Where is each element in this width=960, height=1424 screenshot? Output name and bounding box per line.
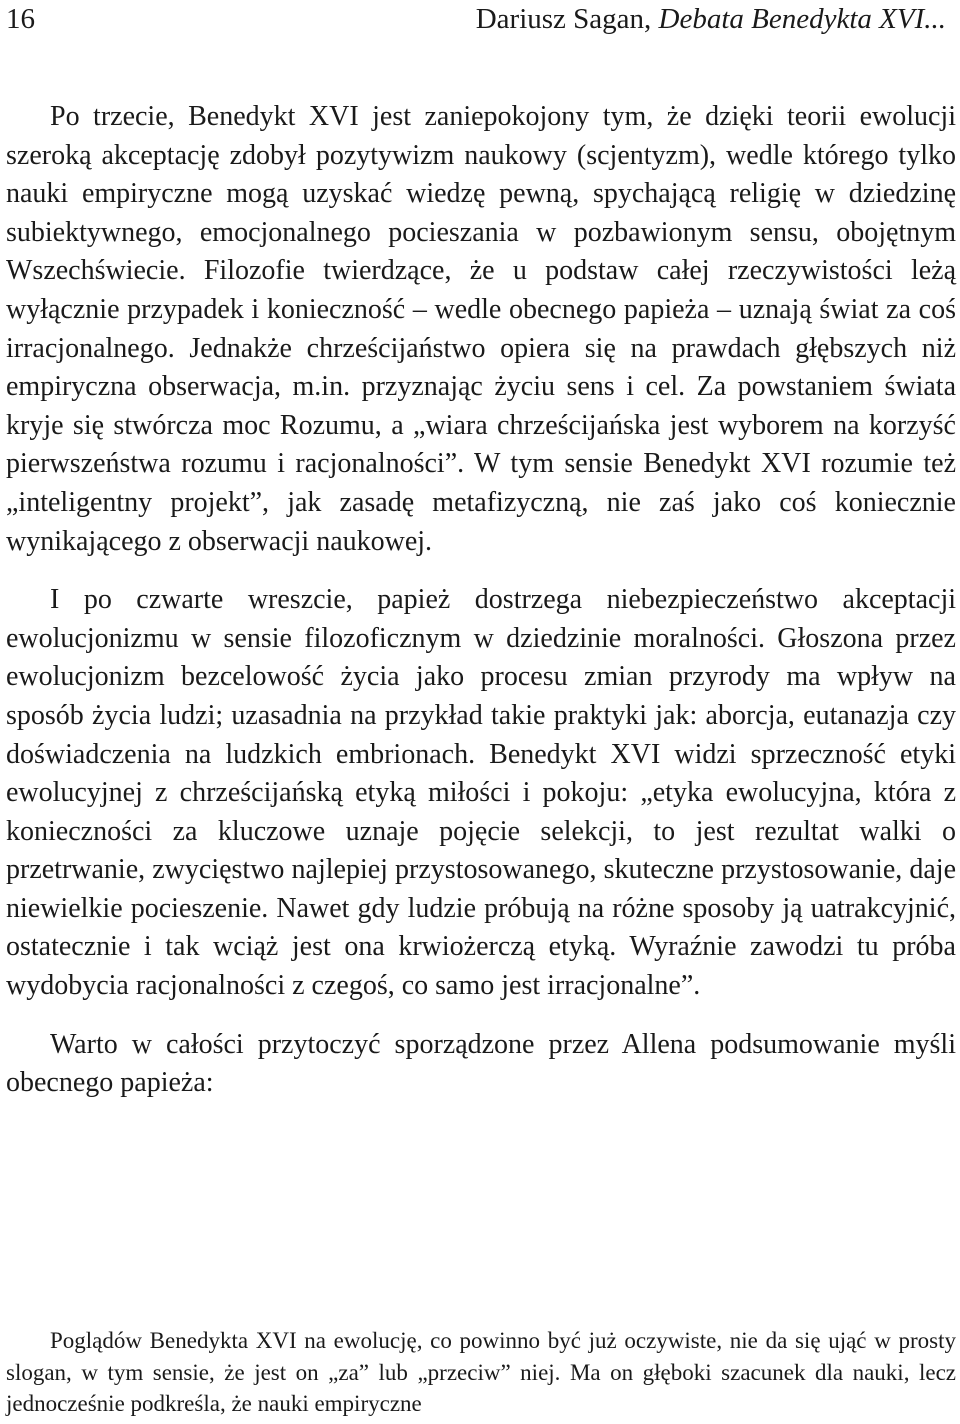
body-text xyxy=(6,98,956,1103)
page-number: 16 xyxy=(6,3,35,35)
running-head-title: Debata Benedykta XVI... xyxy=(658,3,946,35)
quote-text: Poglądów Benedykta XVI na ewolucję, co powinno być już oczywiste, nie da się ująć w prosty slogan, w tym sensie, że jest on „za” lub „przeciw” niej. Ma on głęboki szacunek dla nauki, lecz jednocześnie podkreśla, że nauki empiryczne xyxy=(6,1328,956,1416)
running-header xyxy=(0,0,960,40)
paragraph-2: I po czwarte wreszcie, papież dostrzega niebezpieczeństwo akceptacji ewolucjonizmu w sensie filozoficznym w dziedzinie moralności. Głoszona przez ewolucjonizm bezcelowość życia jako procesu zmian przyrody ma wpływ na sposób życia ludzi; uzasadnia na przykład takie praktyki jak: aborcja, eutanazja czy doświadczenia na ludzkich embrionach. Benedykt XVI widzi sprzeczność etyki ewolucyjnej z chrześcijańską etyką miłości i pokoju: „etyka ewolucyjna, która z konieczności za kluczowe uznaje pojęcie selekcji, to jest rezultat walki o przetrwanie, zwycięstwo najlepiej przystosowanego, skuteczne przystosowanie, daje niewielkie pocieszenie. Nawet gdy ludzie próbują na różne sposoby ją uatrakcyjnić, ostatecznie i tak wciąż jest ona krwiożerczą etyką. Wyraźnie zawodzi tu próba wydobycia racjonalności z czegoś, co samo jest irracjonalne”. xyxy=(6,584,956,1002)
running-head-author: Dariusz Sagan, xyxy=(475,3,659,35)
paragraph-1: Po trzecie, Benedykt XVI jest zaniepokojony tym, że dzięki teorii ewolucji szeroką akceptację zdobył pozytywizm naukowy (scjentyzm), wedle którego tylko nauki empiryczne mogą uzyskać wiedzę pewną, spychającą religię w dziedzinę subiektywnego, emocjonalnego pocieszania w pozbawionym sensu, obojętnym Wszechświecie. Filozofie twierdzące, że u podstaw całej rzeczywistości leżą wyłącznie przypadek i konieczność – wedle obecnego papieża – uznają świat za coś irracjonalnego. Jednakże chrześcijaństwo opiera się na prawdach głębszych niż empiryczna obserwacja, m.in. przyznając życiu sens i cel. Za powstaniem świata kryje się stwórcza moc Rozumu, a „wiara chrześcijańska jest wyborem na korzyść pierwszeństwa rozumu i racjonalności”. W tym sensie Benedykt XVI rozumie też „inteligentny projekt”, jak zasadę metafizyczną, nie zaś jako coś koniecznie wynikającego z obserwacji naukowej. xyxy=(6,101,956,557)
running-head xyxy=(476,2,946,36)
block-quote xyxy=(6,1325,956,1420)
paragraph-3: Warto w całości przytoczyć sporządzone przez Allena podsumowanie myśli obecnego papieża: xyxy=(6,1028,956,1099)
